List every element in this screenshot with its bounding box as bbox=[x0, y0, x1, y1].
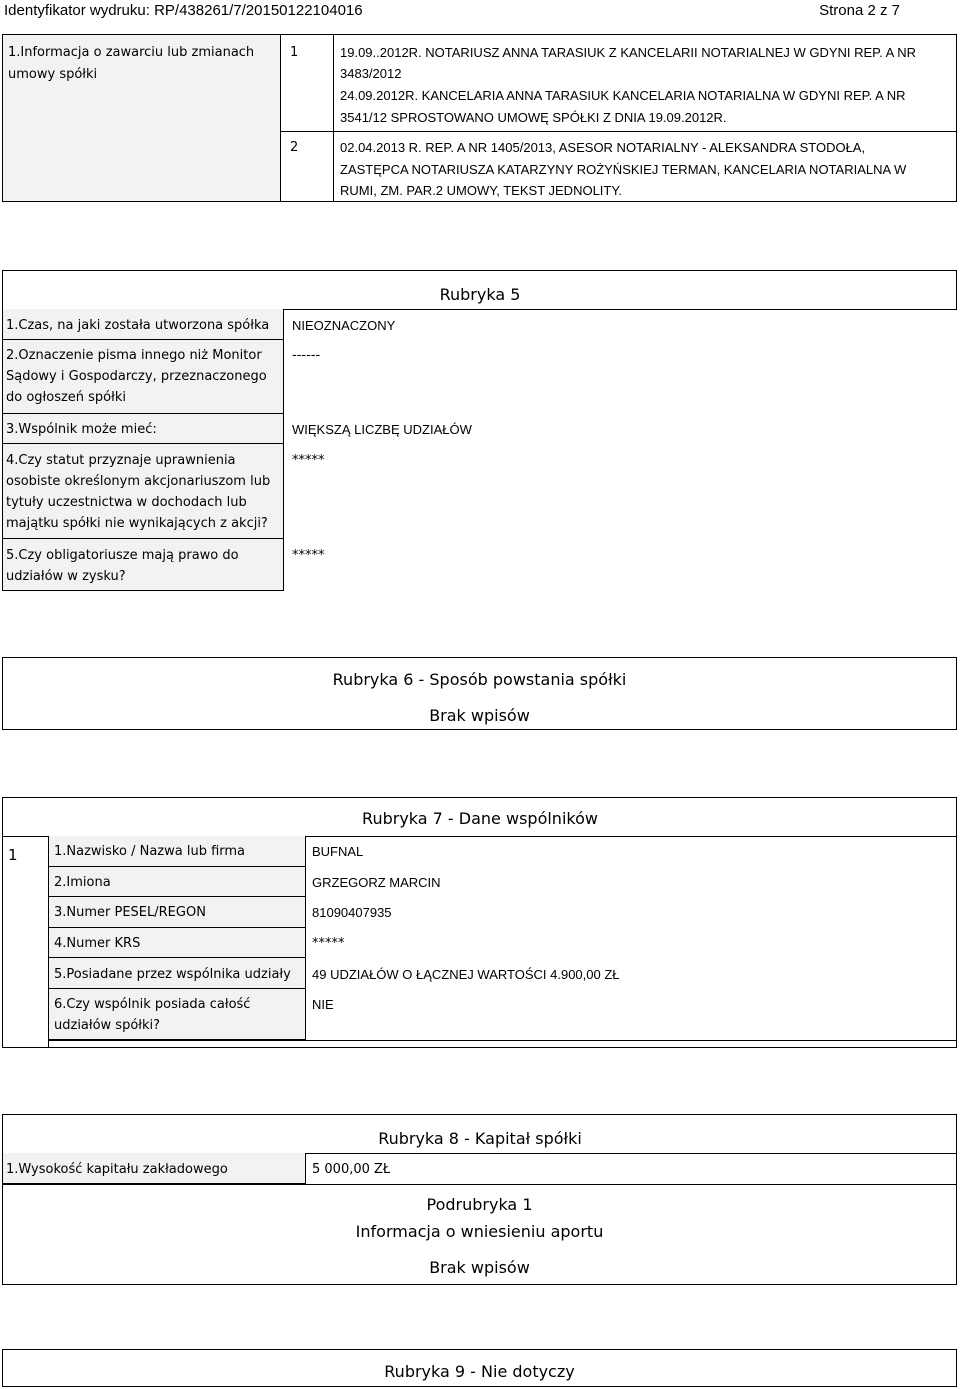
rubryka-5-row-3-value: WIĘKSZĄ LICZBĘ UDZIAŁÓW bbox=[292, 422, 472, 437]
rubryka-7-row-2-value: GRZEGORZ MARCIN bbox=[312, 875, 441, 890]
rubryka-8-empty: Brak wpisów bbox=[429, 1258, 530, 1277]
rubryka-7-row-2-label: 2.Imiona bbox=[54, 875, 111, 890]
rubryka-8-row-value: 5 000,00 ZŁ bbox=[312, 1162, 391, 1177]
rubryka-7-entry-num: 1 bbox=[8, 846, 18, 864]
rubryka-7-row-1-value: BUFNAL bbox=[312, 844, 364, 859]
umowa-entry-1-line-4: 3541/12 SPROSTOWANO UMOWĘ SPÓŁKI Z DNIA 19.09.2012R. bbox=[340, 110, 727, 125]
rubryka-7-row-5-label: 5.Posiadane przez wspólnika udziały bbox=[54, 967, 291, 982]
rubryka-7-row-3-label: 3.Numer PESEL/REGON bbox=[54, 905, 206, 920]
rubryka-7-row-1-label: 1.Nazwisko / Nazwa lub firma bbox=[54, 844, 246, 859]
rubryka-7-row-5-value: 49 UDZIAŁÓW O ŁĄCZNEJ WARTOŚCI 4.900,00 ZŁ bbox=[312, 967, 620, 982]
rubryka-7-row-3-value: 81090407935 bbox=[312, 905, 392, 920]
umowa-label: 1.Informacja o zawarciu lub zmianach umowy spółki bbox=[8, 45, 255, 82]
rubryka-7-row-6-label: 6.Czy wspólnik posiada całość udziałów spółki? bbox=[54, 997, 251, 1033]
podrubryka-1-title: Podrubryka 1 bbox=[426, 1195, 533, 1214]
rubryka-5-row-3-label: 3.Wspólnik może mieć: bbox=[6, 422, 157, 437]
page-number: Strona 2 z 7 bbox=[819, 2, 900, 19]
umowa-entry-2-num: 2 bbox=[290, 140, 299, 155]
umowa-entry-2-line-3: RUMI, ZM. PAR.2 UMOWY, TEKST JEDNOLITY. bbox=[340, 183, 622, 198]
rubryka-5-row-1-label: 1.Czas, na jaki została utworzona spółka bbox=[6, 318, 270, 333]
umowa-entry-2-line-2: ZASTĘPCA NOTARIUSZA KATARZYNY ROŻYŃSKIEJ TERMAN, KANCELARIA NOTARIALNA W bbox=[340, 162, 907, 177]
rubryka-5-row-4-label: 4.Czy statut przyznaje uprawnienia osobiste określonym akcjonariuszom lub tytuły uczestnictwa w dochodach lub majątku spółki nie wynikających z akcji? bbox=[6, 453, 271, 531]
umowa-entry-1-line-3: 24.09.2012R. KANCELARIA ANNA TARASIUK KANCELARIA NOTARIALNA W GDYNI REP. A NR bbox=[340, 88, 906, 103]
umowa-entry-1-num: 1 bbox=[290, 45, 299, 60]
rubryka-5-row-5-value: ***** bbox=[292, 548, 325, 563]
rubryka-5-row-2-value: ------ bbox=[292, 348, 321, 363]
rubryka-5-row-5-label: 5.Czy obligatoriusze mają prawo do udziałów w zysku? bbox=[6, 548, 239, 584]
umowa-entry-2-line-1: 02.04.2013 R. REP. A NR 1405/2013, ASESOR NOTARIALNY - ALEKSANDRA STODOŁA, bbox=[340, 140, 866, 155]
umowa-entry-1-line-2: 3483/2012 bbox=[340, 66, 402, 81]
rubryka-7-row-6-value: NIE bbox=[312, 997, 334, 1012]
podrubryka-1-subtitle: Informacja o wniesieniu aportu bbox=[355, 1222, 604, 1241]
rubryka-5-row-1-value: NIEOZNACZONY bbox=[292, 318, 396, 333]
rubryka-9-title: Rubryka 9 - Nie dotyczy bbox=[384, 1362, 575, 1381]
rubryka-7-title: Rubryka 7 - Dane wspólników bbox=[362, 809, 598, 828]
rubryka-5-title: Rubryka 5 bbox=[439, 285, 521, 304]
rubryka-6-empty: Brak wpisów bbox=[429, 706, 530, 725]
rubryka-7-row-4-value: ***** bbox=[312, 936, 345, 951]
rubryka-8-title: Rubryka 8 - Kapitał spółki bbox=[378, 1129, 582, 1148]
rubryka-8-row-label: 1.Wysokość kapitału zakładowego bbox=[6, 1162, 228, 1177]
rubryka-5-row-2-label: 2.Oznaczenie pisma innego niż Monitor Sądowy i Gospodarczy, przeznaczonego do ogłoszeń spółki bbox=[6, 348, 267, 405]
rubryka-6-title: Rubryka 6 - Sposób powstania spółki bbox=[332, 670, 627, 689]
rubryka-5-row-4-value: ***** bbox=[292, 453, 325, 468]
rubryka-7-row-4-label: 4.Numer KRS bbox=[54, 936, 141, 951]
umowa-entry-1-line-1: 19.09..2012R. NOTARIUSZ ANNA TARASIUK Z KANCELARII NOTARIALNEJ W GDYNI REP. A NR bbox=[340, 45, 917, 60]
print-identifier: Identyfikator wydruku: RP/438261/7/20150122104016 bbox=[4, 2, 363, 19]
